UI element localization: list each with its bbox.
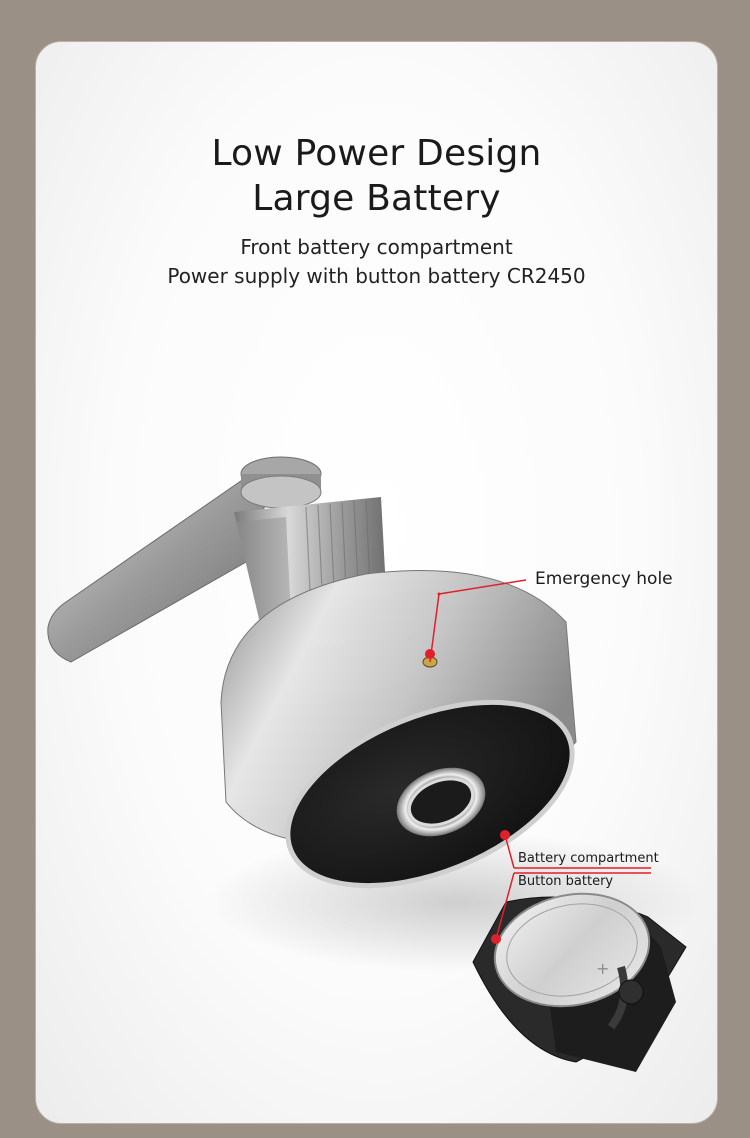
subtitle-line-2: Power supply with button battery CR2450 xyxy=(167,264,586,288)
title-line-1: Low Power Design xyxy=(211,133,542,174)
callout-emergency-hole: Emergency hole xyxy=(535,569,673,589)
subtitle-line-1: Front battery compartment xyxy=(240,235,513,259)
product-card xyxy=(35,41,718,1124)
callout-battery-compartment: Battery compartment xyxy=(518,851,659,866)
callout-button-battery: Button battery xyxy=(518,874,614,889)
svg-text:+: + xyxy=(596,959,610,978)
title-line-2: Large Battery xyxy=(252,178,501,219)
